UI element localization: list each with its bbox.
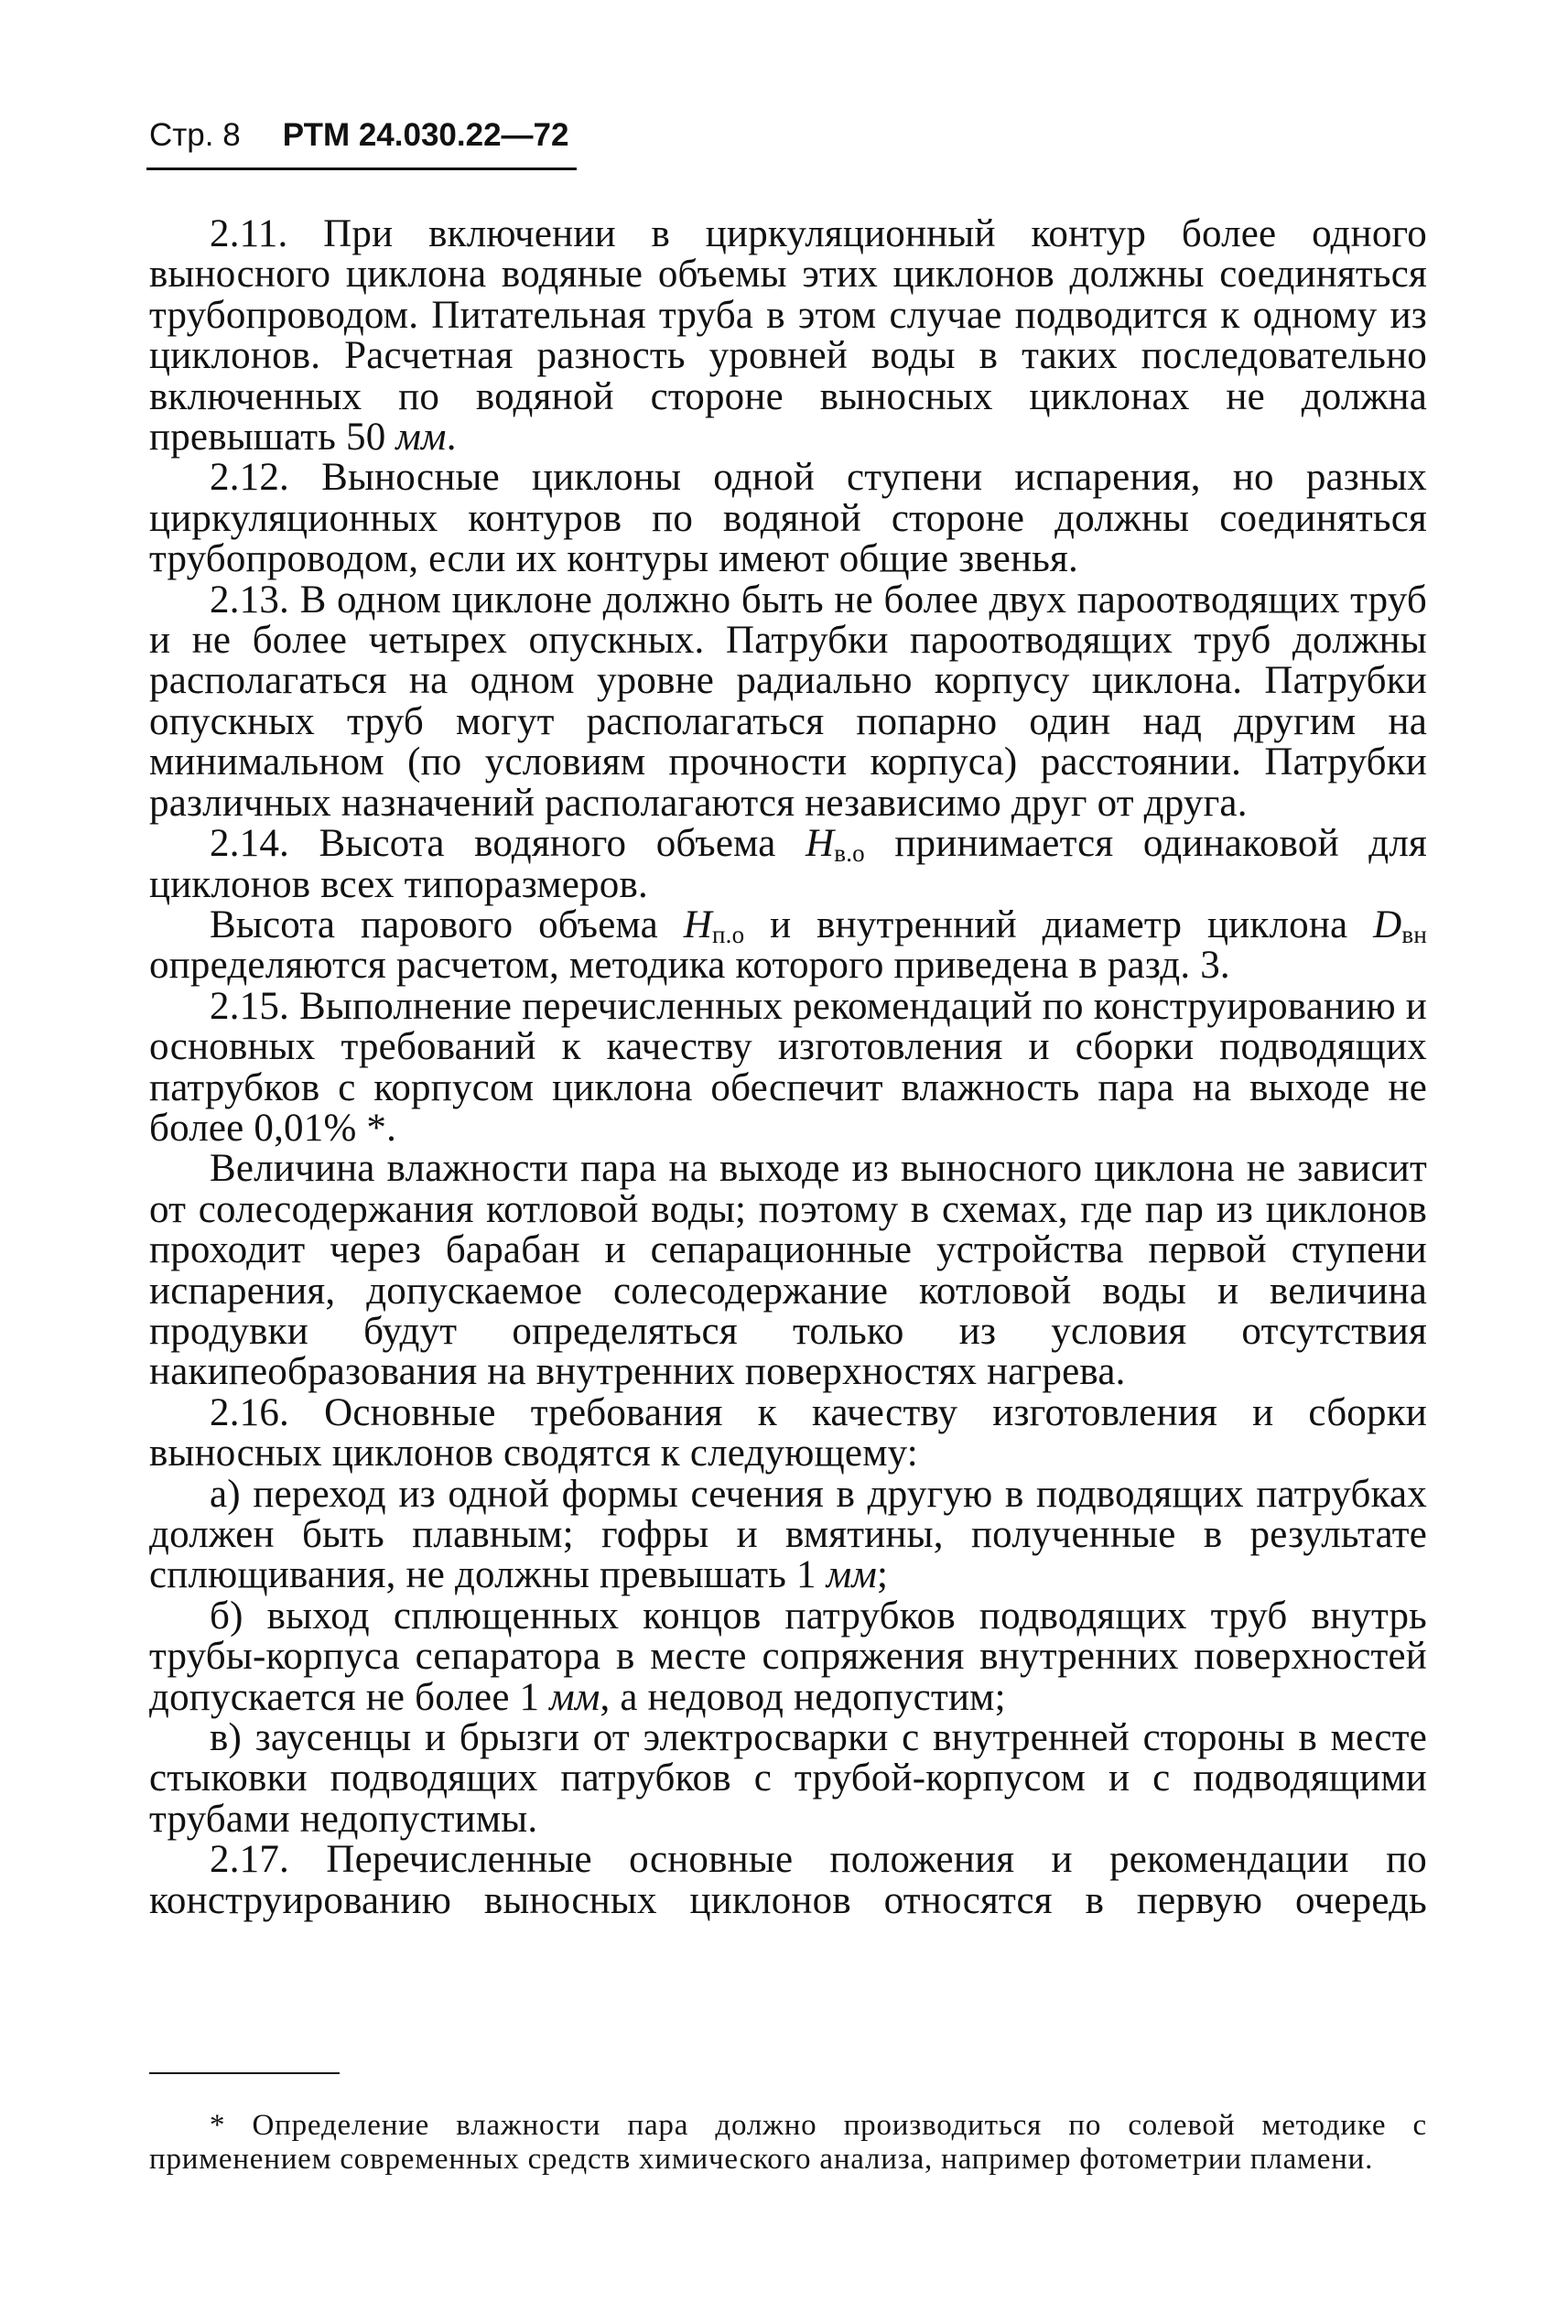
paragraph-2-14: 2.14. Высота водяного объема $H_{в.о}$ принимается одинаковой для циклонов всех типоразмеров. [149,822,1427,906]
header-rule [146,168,577,170]
paragraph-moisture: Величина влажности пара на выходе из выносного циклона не зависит от солесодержания котловой воды; поэтому в схемах, где пар из циклонов проходит через барабан и сепарационные устройства первой ступени испарения, допускаемое солесодержание котловой воды и величина продувки будут определяться только из условия отсутствия накипеобразования на внутренних поверхностях нагрева. [149,1147,1427,1394]
paragraph-2-13: 2.13. В одном циклоне должно быть не более двух пароотводящих труб и не более четырех опускных. Патрубки пароотводящих труб должны располагаться на одном уровне радиально корпусу циклона. Патрубки опускных труб могут располагаться попарно один над другим на минимальном (по условиям прочности корпуса) расстоянии. Патрубки различных назначений располагаются независимо друг от друга. [149,578,1427,825]
footnote-rule [149,2072,340,2074]
paragraph-2-17: 2.17. Перечисленные основные положения и рекомендации по конструированию выносных циклонов относятся в первую очередь [149,1838,1427,1922]
paragraph-2-16: 2.16. Основные требования к качеству изготовления и сборки выносных циклонов сводятся к следующему: [149,1390,1427,1475]
paragraph-2-15: 2.15. Выполнение перечисленных рекомендаций по конструированию и основных требований к качеству изготовления и сборки подводящих патрубков с корпусом циклона обеспечит влажность пара на выходе не более 0,01% *. [149,984,1427,1150]
subscript-po: п.о [711,920,745,948]
paragraph-steam-volume: Высота парового объема $H_{п.о}$ и внутренний диаметр циклона $D_{вн}$ определяются расчетом, методика которого приведена в разд. 3. [149,903,1427,988]
unit-mm: мм [826,1553,877,1597]
paragraph-2-11: 2.11. При включении в циркуляционный контур более одного выносного циклона водяные объемы этих циклонов должны соединяться трубопроводом. Питательная труба в этом случае подводится к одному из циклонов. Расчетная разность уровней воды в таких последовательно включенных по водяной стороне выносных циклонах не должна превышать 50 мм. [149,212,1427,459]
symbol-d: D [1373,903,1402,946]
list-item-b: б) выход сплющенных концов патрубков подводящих труб внутрь трубы-корпуса сепаратора в месте сопряжения внутренних поверхностей допускается не более 1 мм, а недовод недопустим; [149,1594,1427,1719]
footnote-text: * Определение влажности пара должно производиться по солевой методике с применением современных средств химического анализа, например фотометрии пламени. [149,2109,1427,2176]
unit-mm: мм [395,416,447,459]
unit-mm: мм [549,1675,600,1719]
standard-designation: РТМ 24.030.22—72 [282,117,569,153]
list-item-a: а) переход из одной формы сечения в другую в подводящих патрубках должен быть плавным; гофры и вмятины, полученные в результате сплющивания, не должны превышать 1 мм; [149,1472,1427,1597]
subscript-vn: вн [1401,920,1427,948]
symbol-h: H [806,822,835,866]
page-header [149,117,568,154]
footnote [149,2109,1427,2177]
paragraph-2-12: 2.12. Выносные циклоны одной ступени испарения, но разных циркуляционных контуров по водяной стороне должны соединяться трубопроводом, если их контуры имеют общие звенья. [149,456,1427,581]
body-text [149,214,1427,1921]
page-number: Стр. 8 [149,117,241,153]
subscript-vo: в.о [834,839,865,868]
symbol-h: H [683,903,712,946]
list-item-v: в) заусенцы и брызги от электросварки с внутренней стороны в месте стыковки подводящих патрубков с трубой-корпусом и с подводящими трубами недопустимы. [149,1716,1427,1841]
